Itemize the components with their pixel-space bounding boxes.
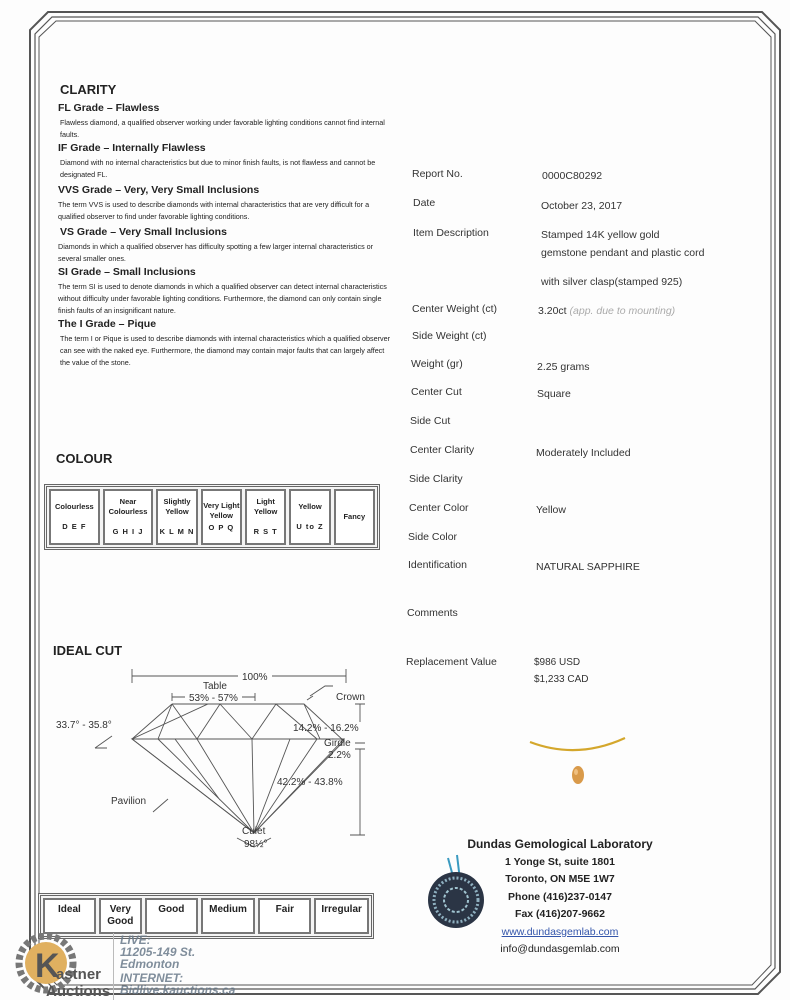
center-color-value: Yellow [536, 504, 566, 516]
side-weight-label: Side Weight (ct) [412, 330, 487, 342]
grade-heading: The I Grade – Pique [58, 318, 157, 330]
lab-website-link[interactable]: www.dundasgemlab.com [501, 925, 619, 938]
comments-label: Comments [407, 607, 458, 619]
diameter-label: 100% [242, 672, 268, 683]
lab-fax: Fax (416)207-9662 [515, 908, 605, 920]
item-description-value-line3: with silver clasp(stamped 925) [541, 276, 683, 288]
kastner-auctions-logo [6, 933, 112, 1000]
colour-cell [289, 489, 330, 545]
date-label: Date [413, 197, 436, 209]
lab-address2: Toronto, ON M5E 1W7 [505, 873, 615, 885]
grade-text: Diamonds in which a qualified observer has difficulty spotting a few larger internal characteristics or several smaller ones. [58, 242, 374, 263]
lab-name: Dundas Gemological Laboratory [467, 837, 653, 851]
svg-text:astner: astner [56, 966, 102, 983]
lab-phone: Phone (416)237-0147 [508, 890, 612, 903]
grade-text: The term VVS is used to describe diamonds with internal characteristics that are very difficult for a qualified observer to find under favorable lighting conditions. [58, 200, 370, 221]
colour-cell [156, 489, 197, 545]
report-no-label: Report No. [412, 168, 463, 180]
cut-grade-cell: Irregular [314, 898, 369, 934]
watermark-address: 11205-149 St. [120, 945, 196, 959]
pendant-photo [525, 730, 635, 790]
table-label: Table [203, 681, 227, 692]
replacement-value-label: Replacement Value [406, 656, 497, 668]
pavilion-depth-label: 42.2% - 43.8% [277, 777, 343, 788]
colour-scale [44, 484, 380, 550]
crown-height-label: 14.2% - 16.2% [293, 723, 359, 734]
weight-value: 2.25 grams [537, 361, 590, 373]
colour-name: Near Colourless [108, 497, 148, 516]
lab-email: info@dundasgemlab.com [500, 943, 620, 955]
watermark-live [120, 934, 195, 970]
replacement-value-usd: $986 USD [534, 657, 581, 668]
clarity-title: CLARITY [60, 82, 117, 97]
pavilion-label: Pavilion [111, 796, 147, 807]
lab-address1: 1 Yonge St, suite 1801 [505, 855, 615, 868]
center-clarity-value: Moderately Included [536, 447, 631, 459]
cut-grade-cell: Good [145, 898, 198, 934]
diamond-diagram [40, 660, 380, 850]
identification-value: NATURAL SAPPHIRE [536, 561, 640, 573]
grade-text: The term I or Pique is used to describe diamonds with internal characteristics which a qualified observer can see with the naked eye. Furthermore, the diamond may contain major faults that can largely affect the value of the stone. [60, 334, 390, 367]
center-clarity-label: Center Clarity [410, 444, 475, 456]
girdle-value-label: 2.2% [328, 750, 351, 761]
replacement-value-cad: $1,233 CAD [534, 674, 589, 685]
colour-letters: D E F [62, 522, 87, 531]
table-range-label: 53% - 57% [189, 693, 238, 704]
center-weight-label: Center Weight (ct) [412, 303, 497, 315]
watermark-internet-url: Bidlive.kauctions.ca [120, 983, 236, 997]
cut-grade-cell: Very Good [99, 898, 142, 934]
colour-name: Fancy [343, 512, 366, 521]
grade-text: Diamond with no internal characteristics but due to minor finish faults, is not flawless and cannot be designated FL. [60, 158, 376, 179]
colour-cell [201, 489, 242, 545]
colour-name: Colourless [54, 502, 94, 511]
colour-cell [245, 489, 286, 545]
cut-grade-cell: Fair [258, 898, 311, 934]
svg-text:K: K [35, 947, 60, 985]
center-weight-number: 3.20ct [538, 305, 567, 317]
item-description-value-line2: gemstone pendant and plastic cord [541, 247, 705, 259]
colour-name: Very Light Yellow [203, 501, 240, 520]
watermark-internet-label: INTERNET: [120, 971, 184, 985]
grade-text: The term SI is used to denote diamonds in which a qualified observer can detect internal characteristics without difficulty under favorable lighting conditions. Furthermore, the diamond can only contain single finish faults of an insignificant nature. [58, 282, 387, 315]
center-cut-label: Center Cut [411, 386, 462, 398]
culet-angle-label: 98½° [244, 839, 268, 850]
identification-label: Identification [408, 559, 467, 571]
colour-letters: G H I J [112, 527, 144, 536]
center-weight-value [538, 305, 675, 317]
ideal-cut-title: IDEAL CUT [53, 643, 123, 658]
watermark-city: Edmonton [120, 957, 180, 971]
svg-text:Auctions: Auctions [46, 983, 111, 1000]
side-clarity-label: Side Clarity [409, 473, 463, 485]
grade-heading: SI Grade – Small Inclusions [58, 266, 196, 278]
colour-name: Light Yellow [253, 497, 278, 516]
colour-cell [49, 489, 100, 545]
crown-angle-label: 33.7° - 35.8° [56, 720, 112, 731]
watermark-live-label: LIVE: [120, 933, 151, 947]
colour-name: Slightly Yellow [163, 497, 191, 516]
colour-cell [103, 489, 154, 545]
colour-letters: R S T [253, 527, 278, 536]
item-description-value: Stamped 14K yellow gold [541, 229, 660, 241]
side-cut-label: Side Cut [410, 415, 451, 427]
grade-text: Flawless diamond, a qualified observer working under favorable lighting conditions cannot find internal faults. [60, 118, 385, 139]
center-weight-note: (app. due to mounting) [569, 305, 676, 317]
report-no-value: 0000C80292 [542, 170, 603, 182]
grade-heading: FL Grade – Flawless [58, 102, 160, 114]
watermark-internet [120, 972, 235, 996]
grade-heading: VS Grade – Very Small Inclusions [60, 226, 227, 238]
cut-grade-cell: Ideal [43, 898, 96, 934]
colour-name: Yellow [298, 502, 322, 511]
grade-heading: IF Grade – Internally Flawless [58, 142, 206, 154]
center-color-label: Center Color [409, 502, 469, 514]
colour-cell [334, 489, 375, 545]
lab-info [460, 836, 660, 959]
colour-letters: K L M N [159, 527, 195, 536]
colour-title: COLOUR [56, 451, 113, 466]
side-color-label: Side Color [408, 531, 458, 543]
colour-letters: U to Z [296, 522, 324, 531]
item-description-label: Item Description [413, 227, 489, 239]
grade-heading: VVS Grade – Very, Very Small Inclusions [58, 184, 260, 196]
crown-label: Crown [336, 692, 365, 703]
date-value: October 23, 2017 [541, 200, 623, 212]
watermark-divider [113, 933, 114, 1000]
girdle-label: Girdle [324, 738, 351, 749]
center-cut-value: Square [537, 388, 571, 400]
weight-label: Weight (gr) [411, 358, 463, 370]
culet-label: Culet [242, 826, 266, 837]
cut-grade-cell: Medium [201, 898, 256, 934]
colour-letters: O P Q [208, 523, 235, 532]
